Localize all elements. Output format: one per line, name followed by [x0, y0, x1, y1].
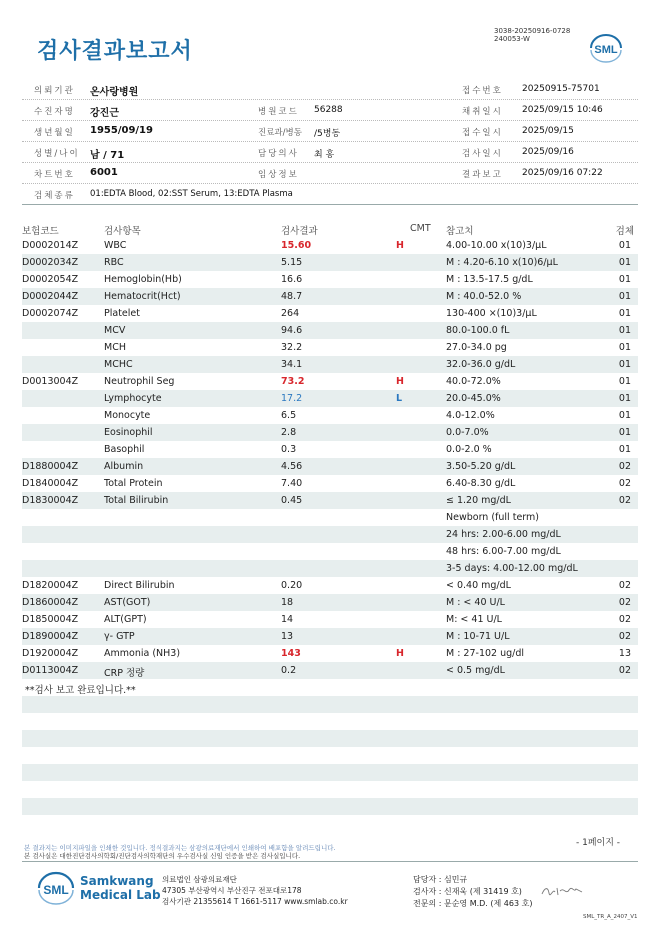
test-name: WBC [104, 240, 127, 251]
table-row [22, 373, 638, 390]
specimen-code: 01 [618, 376, 631, 387]
signature-icon [540, 884, 584, 898]
test-result: 16.6 [281, 274, 303, 285]
test-name: Direct Bilirubin [104, 580, 175, 591]
sex-age-value: 남 / 71 [90, 150, 125, 161]
reference-range: 6.40-8.30 g/dL [446, 478, 516, 489]
specimen-code: 01 [618, 257, 631, 268]
result-flag: L [396, 393, 403, 404]
empty-row [22, 747, 638, 764]
test-name: Platelet [104, 308, 140, 319]
specimen-value: 01:EDTA Blood, 02:SST Serum, 13:EDTA Plasma [90, 189, 293, 199]
insurance-code: D0113004Z [22, 665, 79, 676]
svg-text:SML: SML [43, 883, 69, 897]
specimen-code: 01 [618, 240, 631, 251]
table-row [22, 237, 638, 254]
test-result: 14 [281, 614, 294, 625]
hospital-code-label: 병원코드 [258, 107, 299, 117]
brand-name [80, 874, 161, 902]
test-result: 0.2 [281, 665, 297, 676]
reference-range: 4.00-10.00 x(10)3/μL [446, 240, 547, 251]
reference-range: M : 13.5-17.5 g/dL [446, 274, 533, 285]
page-title: 검사결과보고서 [37, 39, 193, 64]
reference-range: 20.0-45.0% [446, 393, 501, 404]
table-row [22, 407, 638, 424]
report-label: 결과보고 [462, 170, 503, 180]
document-id [494, 27, 570, 43]
empty-row [22, 764, 638, 781]
dob-value: 1955/09/19 [90, 125, 153, 136]
specimen-code: 02 [618, 580, 631, 591]
reference-range: 24 hrs: 2.00-6.00 mg/dL [446, 529, 561, 540]
insurance-code: D0002014Z [22, 240, 79, 251]
specimen-code: 02 [618, 631, 631, 642]
test-result: 2.8 [281, 427, 297, 438]
brand-line2: Medical Lab [80, 888, 161, 902]
specimen-code: 02 [618, 495, 631, 506]
reference-range: 3.50-5.20 g/dL [446, 461, 516, 472]
specimen-code: 01 [618, 427, 631, 438]
test-result: 32.2 [281, 342, 303, 353]
reference-range: < 0.5 mg/dL [446, 665, 505, 676]
patient-label: 수진자명 [34, 107, 75, 117]
staff-specialist: 전문의 : 문순영 M.D. (제 463 호) [413, 899, 533, 908]
reference-range: 40.0-72.0% [446, 376, 501, 387]
test-result: 5.15 [281, 257, 303, 268]
receipt-no-value: 20250915-75701 [522, 84, 600, 94]
svg-text:SML: SML [594, 44, 618, 56]
reference-range: 130-400 ×(10)3/μL [446, 308, 537, 319]
test-name: Hemoglobin(Hb) [104, 274, 182, 285]
specimen-code: 02 [618, 614, 631, 625]
certification-notice: 본 검사실은 대한진단검사의학회/진단검사의학재단의 우수검사실 신임 인증을 받은 검사실입니다. [24, 852, 301, 860]
specimen-code: 01 [618, 444, 631, 455]
chart-value: 6001 [90, 167, 118, 178]
patient-info [22, 79, 638, 205]
test-name: CRP 정량 [104, 668, 145, 679]
table-row [22, 458, 638, 475]
receipt-date-value: 2025/09/15 [522, 126, 574, 136]
table-row [22, 424, 638, 441]
insurance-code: D1830004Z [22, 495, 79, 506]
doctor-value: 최 홍 [314, 150, 335, 160]
report-value: 2025/09/16 07:22 [522, 168, 603, 178]
info-row-patient [22, 100, 638, 121]
table-row [22, 390, 638, 407]
test-name: Lymphocyte [104, 393, 162, 404]
specimen-code: 01 [618, 325, 631, 336]
specimen-label: 검체종류 [34, 191, 75, 201]
test-result: 17.2 [281, 393, 303, 404]
hospital-code-value: 56288 [314, 105, 343, 115]
table-row [22, 254, 638, 271]
table-row [22, 305, 638, 322]
sml-footer-logo-icon [36, 870, 76, 906]
test-name: MCHC [104, 359, 133, 370]
table-row [22, 288, 638, 305]
dept-value: /5병동 [314, 129, 341, 139]
specimen-code: 01 [618, 291, 631, 302]
table-row [22, 611, 638, 628]
reference-range: M : 40.0-52.0 % [446, 291, 522, 302]
table-row [22, 526, 638, 543]
dept-label: 진료과/병동 [258, 128, 302, 138]
reference-range: 0.0-7.0% [446, 427, 489, 438]
test-name: ALT(GPT) [104, 614, 147, 625]
dob-label: 생년월일 [34, 128, 75, 138]
test-name: Total Protein [104, 478, 163, 489]
test-date-value: 2025/09/16 [522, 147, 574, 157]
test-name: AST(GOT) [104, 597, 151, 608]
header-cmt: CMT [410, 223, 431, 234]
empty-row [22, 798, 638, 815]
test-result: 34.1 [281, 359, 303, 370]
insurance-code: D1890004Z [22, 631, 79, 642]
table-row [22, 441, 638, 458]
empty-row [22, 781, 638, 798]
org-contact: 검사기관 21355614 T 1661-5117 www.smlab.co.kr [162, 897, 348, 906]
header-code: 보험코드 [22, 226, 59, 237]
info-row-dob [22, 121, 638, 142]
test-name: MCH [104, 342, 126, 353]
specimen-code: 02 [618, 461, 631, 472]
reference-range: M : 27-102 ug/dl [446, 648, 525, 659]
test-name: Neutrophil Seg [104, 376, 175, 387]
test-name: γ- GTP [104, 631, 135, 642]
clinical-label: 임상정보 [258, 170, 299, 180]
reference-range: 80.0-100.0 fL [446, 325, 510, 336]
table-row [22, 492, 638, 509]
header-specimen: 검체 [615, 226, 634, 237]
patient-value: 강진근 [90, 108, 119, 119]
reference-range: < 0.40 mg/dL [446, 580, 511, 591]
table-row [22, 339, 638, 356]
empty-row [22, 815, 638, 832]
table-row [22, 645, 638, 662]
org-address: 47305 부산광역시 부산진구 전포대로178 [162, 886, 302, 895]
page-number: - 1페이지 - [576, 838, 621, 848]
test-name: Monocyte [104, 410, 151, 421]
test-result: 6.5 [281, 410, 297, 421]
organization-info [162, 874, 348, 907]
empty-row [22, 730, 638, 747]
insurance-code: D1920004Z [22, 648, 79, 659]
table-row [22, 356, 638, 373]
test-date-label: 검사일시 [462, 149, 503, 159]
reference-range: 32.0-36.0 g/dL [446, 359, 516, 370]
info-row-specimen [22, 184, 638, 205]
test-name: Total Bilirubin [104, 495, 169, 506]
staff-examiner: 검사자 : 신재욱 (제 31419 호) [413, 887, 522, 896]
test-result: 264 [281, 308, 300, 319]
table-row [22, 628, 638, 645]
test-name: Hematocrit(Hct) [104, 291, 181, 302]
receipt-date-label: 접수일시 [462, 128, 503, 138]
results-table [22, 220, 638, 832]
reference-range: Newborn (full term) [446, 512, 539, 523]
sex-age-label: 성별/나이 [34, 149, 80, 159]
insurance-code: D1860004Z [22, 597, 79, 608]
specimen-code: 01 [618, 393, 631, 404]
table-row [22, 662, 638, 679]
test-result: 143 [281, 648, 301, 659]
test-result: 0.3 [281, 444, 297, 455]
table-row [22, 322, 638, 339]
table-row [22, 594, 638, 611]
test-result: 94.6 [281, 325, 303, 336]
reference-range: 3-5 days: 4.00-12.00 mg/dL [446, 563, 578, 574]
table-row [22, 577, 638, 594]
info-row-chart [22, 163, 638, 184]
empty-row [22, 713, 638, 730]
insurance-code: D0002034Z [22, 257, 79, 268]
reference-range: 0.0-2.0 % [446, 444, 492, 455]
insurance-code: D1840004Z [22, 478, 79, 489]
info-row-sex-age [22, 142, 638, 163]
results-header [22, 220, 638, 237]
reference-range: 48 hrs: 6.00-7.00 mg/dL [446, 546, 561, 557]
reference-range: 27.0-34.0 pg [446, 342, 507, 353]
table-row [22, 560, 638, 577]
form-id: SML_TR_A_2407_V1 [583, 914, 638, 920]
specimen-code: 13 [618, 648, 631, 659]
insurance-code: D0002074Z [22, 308, 79, 319]
reference-range: M: < 41 U/L [446, 614, 502, 625]
doctor-label: 담당의사 [258, 149, 299, 159]
document-id-line1: 3038-20250916-0728 [494, 27, 571, 35]
test-result: 0.45 [281, 495, 303, 506]
insurance-code: D0002044Z [22, 291, 79, 302]
test-name: RBC [104, 257, 124, 268]
org-name: 의료법인 삼광의료재단 [162, 875, 237, 884]
collect-label: 채취일시 [462, 107, 503, 117]
test-name: Albumin [104, 461, 144, 472]
brand-line1: Samkwang [80, 874, 154, 888]
test-name: Eosinophil [104, 427, 153, 438]
test-result: 48.7 [281, 291, 303, 302]
reference-range: M : 4.20-6.10 x(10)6/μL [446, 257, 558, 268]
empty-row [22, 696, 638, 713]
report-complete-note: **검사 보고 완료입니다.** [25, 685, 136, 696]
header-reference: 참고치 [446, 226, 474, 237]
header-name: 검사항목 [104, 226, 141, 237]
insurance-code: D1820004Z [22, 580, 79, 591]
insurance-code: D1850004Z [22, 614, 79, 625]
header-result: 검사결과 [281, 226, 318, 237]
reference-range: M : 10-71 U/L [446, 631, 510, 642]
institution-label: 의뢰기관 [34, 86, 75, 96]
image-print-notice: 본 결과지는 이미지파일을 인쇄한 것입니다. 정식결과지는 삼광의료재단에서 인쇄하여 배포함을 알려드립니다. [24, 844, 336, 852]
result-flag: H [396, 240, 404, 251]
staff-manager: 담당자 : 심민규 [413, 875, 468, 884]
test-result: 15.60 [281, 240, 312, 251]
specimen-code: 01 [618, 274, 631, 285]
test-name: Ammonia (NH3) [104, 648, 181, 659]
info-row-institution [22, 79, 638, 100]
test-result: 73.2 [281, 376, 305, 387]
test-result: 7.40 [281, 478, 303, 489]
insurance-code: D0002054Z [22, 274, 79, 285]
insurance-code: D0013004Z [22, 376, 79, 387]
reference-range: M : < 40 U/L [446, 597, 505, 608]
insurance-code: D1880004Z [22, 461, 79, 472]
institution-value: 온사랑병원 [90, 87, 139, 98]
specimen-code: 01 [618, 410, 631, 421]
test-result: 13 [281, 631, 294, 642]
test-name: MCV [104, 325, 126, 336]
footer-divider [22, 861, 638, 862]
results-body [22, 237, 638, 832]
test-result: 0.20 [281, 580, 303, 591]
test-result: 18 [281, 597, 294, 608]
table-row [22, 543, 638, 560]
document-id-line2: 240053-W [494, 35, 530, 43]
collect-value: 2025/09/15 10:46 [522, 105, 603, 115]
specimen-code: 01 [618, 342, 631, 353]
result-flag: H [396, 648, 404, 659]
chart-label: 차트번호 [34, 170, 75, 180]
staff-info [413, 874, 532, 910]
test-result: 4.56 [281, 461, 303, 472]
table-row [22, 475, 638, 492]
specimen-code: 02 [618, 597, 631, 608]
sml-logo-icon [588, 33, 624, 63]
specimen-code: 02 [618, 478, 631, 489]
specimen-code: 02 [618, 665, 631, 676]
report-complete-row [22, 679, 638, 696]
result-flag: H [396, 376, 404, 387]
receipt-no-label: 접수번호 [462, 86, 503, 96]
specimen-code: 01 [618, 359, 631, 370]
reference-range: 4.0-12.0% [446, 410, 495, 421]
table-row [22, 509, 638, 526]
reference-range: ≤ 1.20 mg/dL [446, 495, 511, 506]
table-row [22, 271, 638, 288]
test-name: Basophil [104, 444, 145, 455]
specimen-code: 01 [618, 308, 631, 319]
